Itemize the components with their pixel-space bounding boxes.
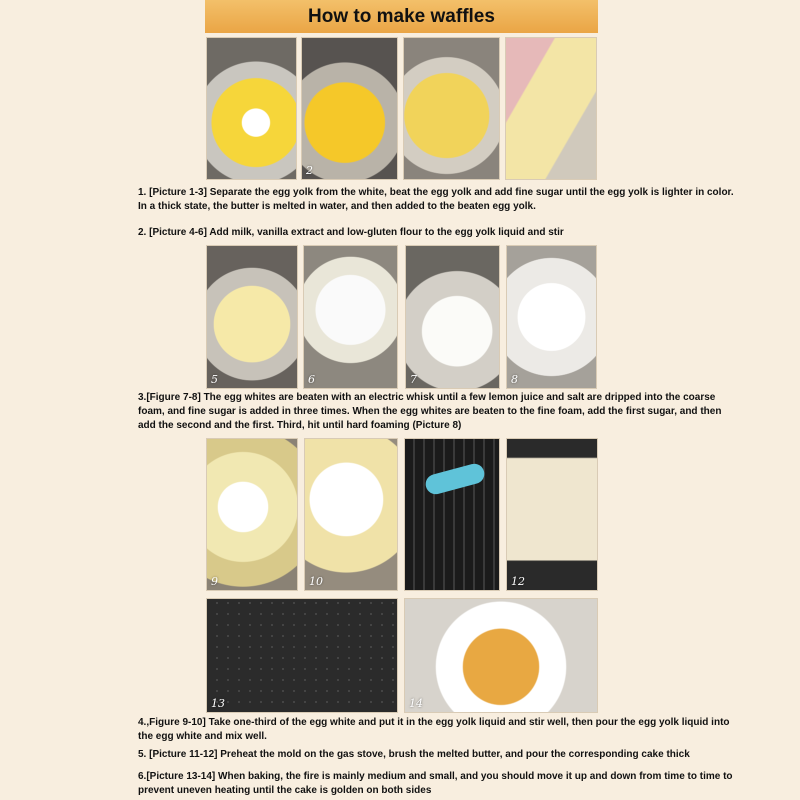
- photo-7: [405, 245, 500, 389]
- photo-number: 10: [309, 575, 323, 588]
- step-3-text: 3.[Figure 7-8] The egg whites are beaten with an electric whisk until a few lemon juice and salt are dripped into the coarse foam, and fine sugar is added in three times. When the egg whites are beaten to the fine foam, add the first sugar, and then add the second and the first. Third, hit until hard foaming (Picture 8): [138, 392, 722, 431]
- photo-10: [304, 438, 398, 591]
- photo-number: 14: [409, 697, 423, 710]
- photo-number: 6: [308, 373, 315, 386]
- page-title: How to make waffles: [308, 5, 495, 27]
- photo-12: [506, 438, 598, 591]
- photo-number: 12: [511, 575, 525, 588]
- photo-2: [301, 37, 398, 180]
- photo-number: 13: [211, 697, 225, 710]
- photo-11: [404, 438, 500, 591]
- photo-8: [506, 245, 597, 389]
- step-2-text: 2. [Picture 4-6] Add milk, vanilla extract and low-gluten flour to the egg yolk liquid and stir: [138, 227, 564, 238]
- photo-4: [505, 37, 597, 180]
- photo-number: 2: [306, 164, 313, 177]
- title-banner: [205, 0, 598, 33]
- brush-shape: [423, 462, 486, 497]
- photo-6: [303, 245, 398, 389]
- photo-number: 8: [511, 373, 518, 386]
- photo-number: 7: [410, 373, 417, 386]
- photo-number: 5: [211, 373, 218, 386]
- photo-3: [403, 37, 500, 180]
- step-4-text: 4.,Figure 9-10] Take one-third of the egg white and put it in the egg yolk liquid and stir well, then pour the egg yolk liquid into the egg white and mix well.: [138, 717, 730, 742]
- photo-9: [206, 438, 298, 591]
- photo-13: [206, 598, 398, 713]
- step-1-text: 1. [Picture 1-3] Separate the egg yolk from the white, beat the egg yolk and add fine sugar until the egg yolk is lighter in color. In a thick state, the butter is melted in water, and then added to the beaten egg yolk.: [138, 187, 734, 212]
- step-6-text: 6.[Picture 13-14] When baking, the fire is mainly medium and small, and you should move it up and down from time to time to prevent uneven heating until the cake is golden on both sides: [138, 771, 733, 796]
- step-5-text: 5. [Picture 11-12] Preheat the mold on the gas stove, brush the melted butter, and pour the corresponding cake thick: [138, 749, 690, 760]
- photo-number: 9: [211, 575, 218, 588]
- photo-14: [404, 598, 598, 713]
- photo-1: [206, 37, 297, 180]
- photo-5: [206, 245, 298, 389]
